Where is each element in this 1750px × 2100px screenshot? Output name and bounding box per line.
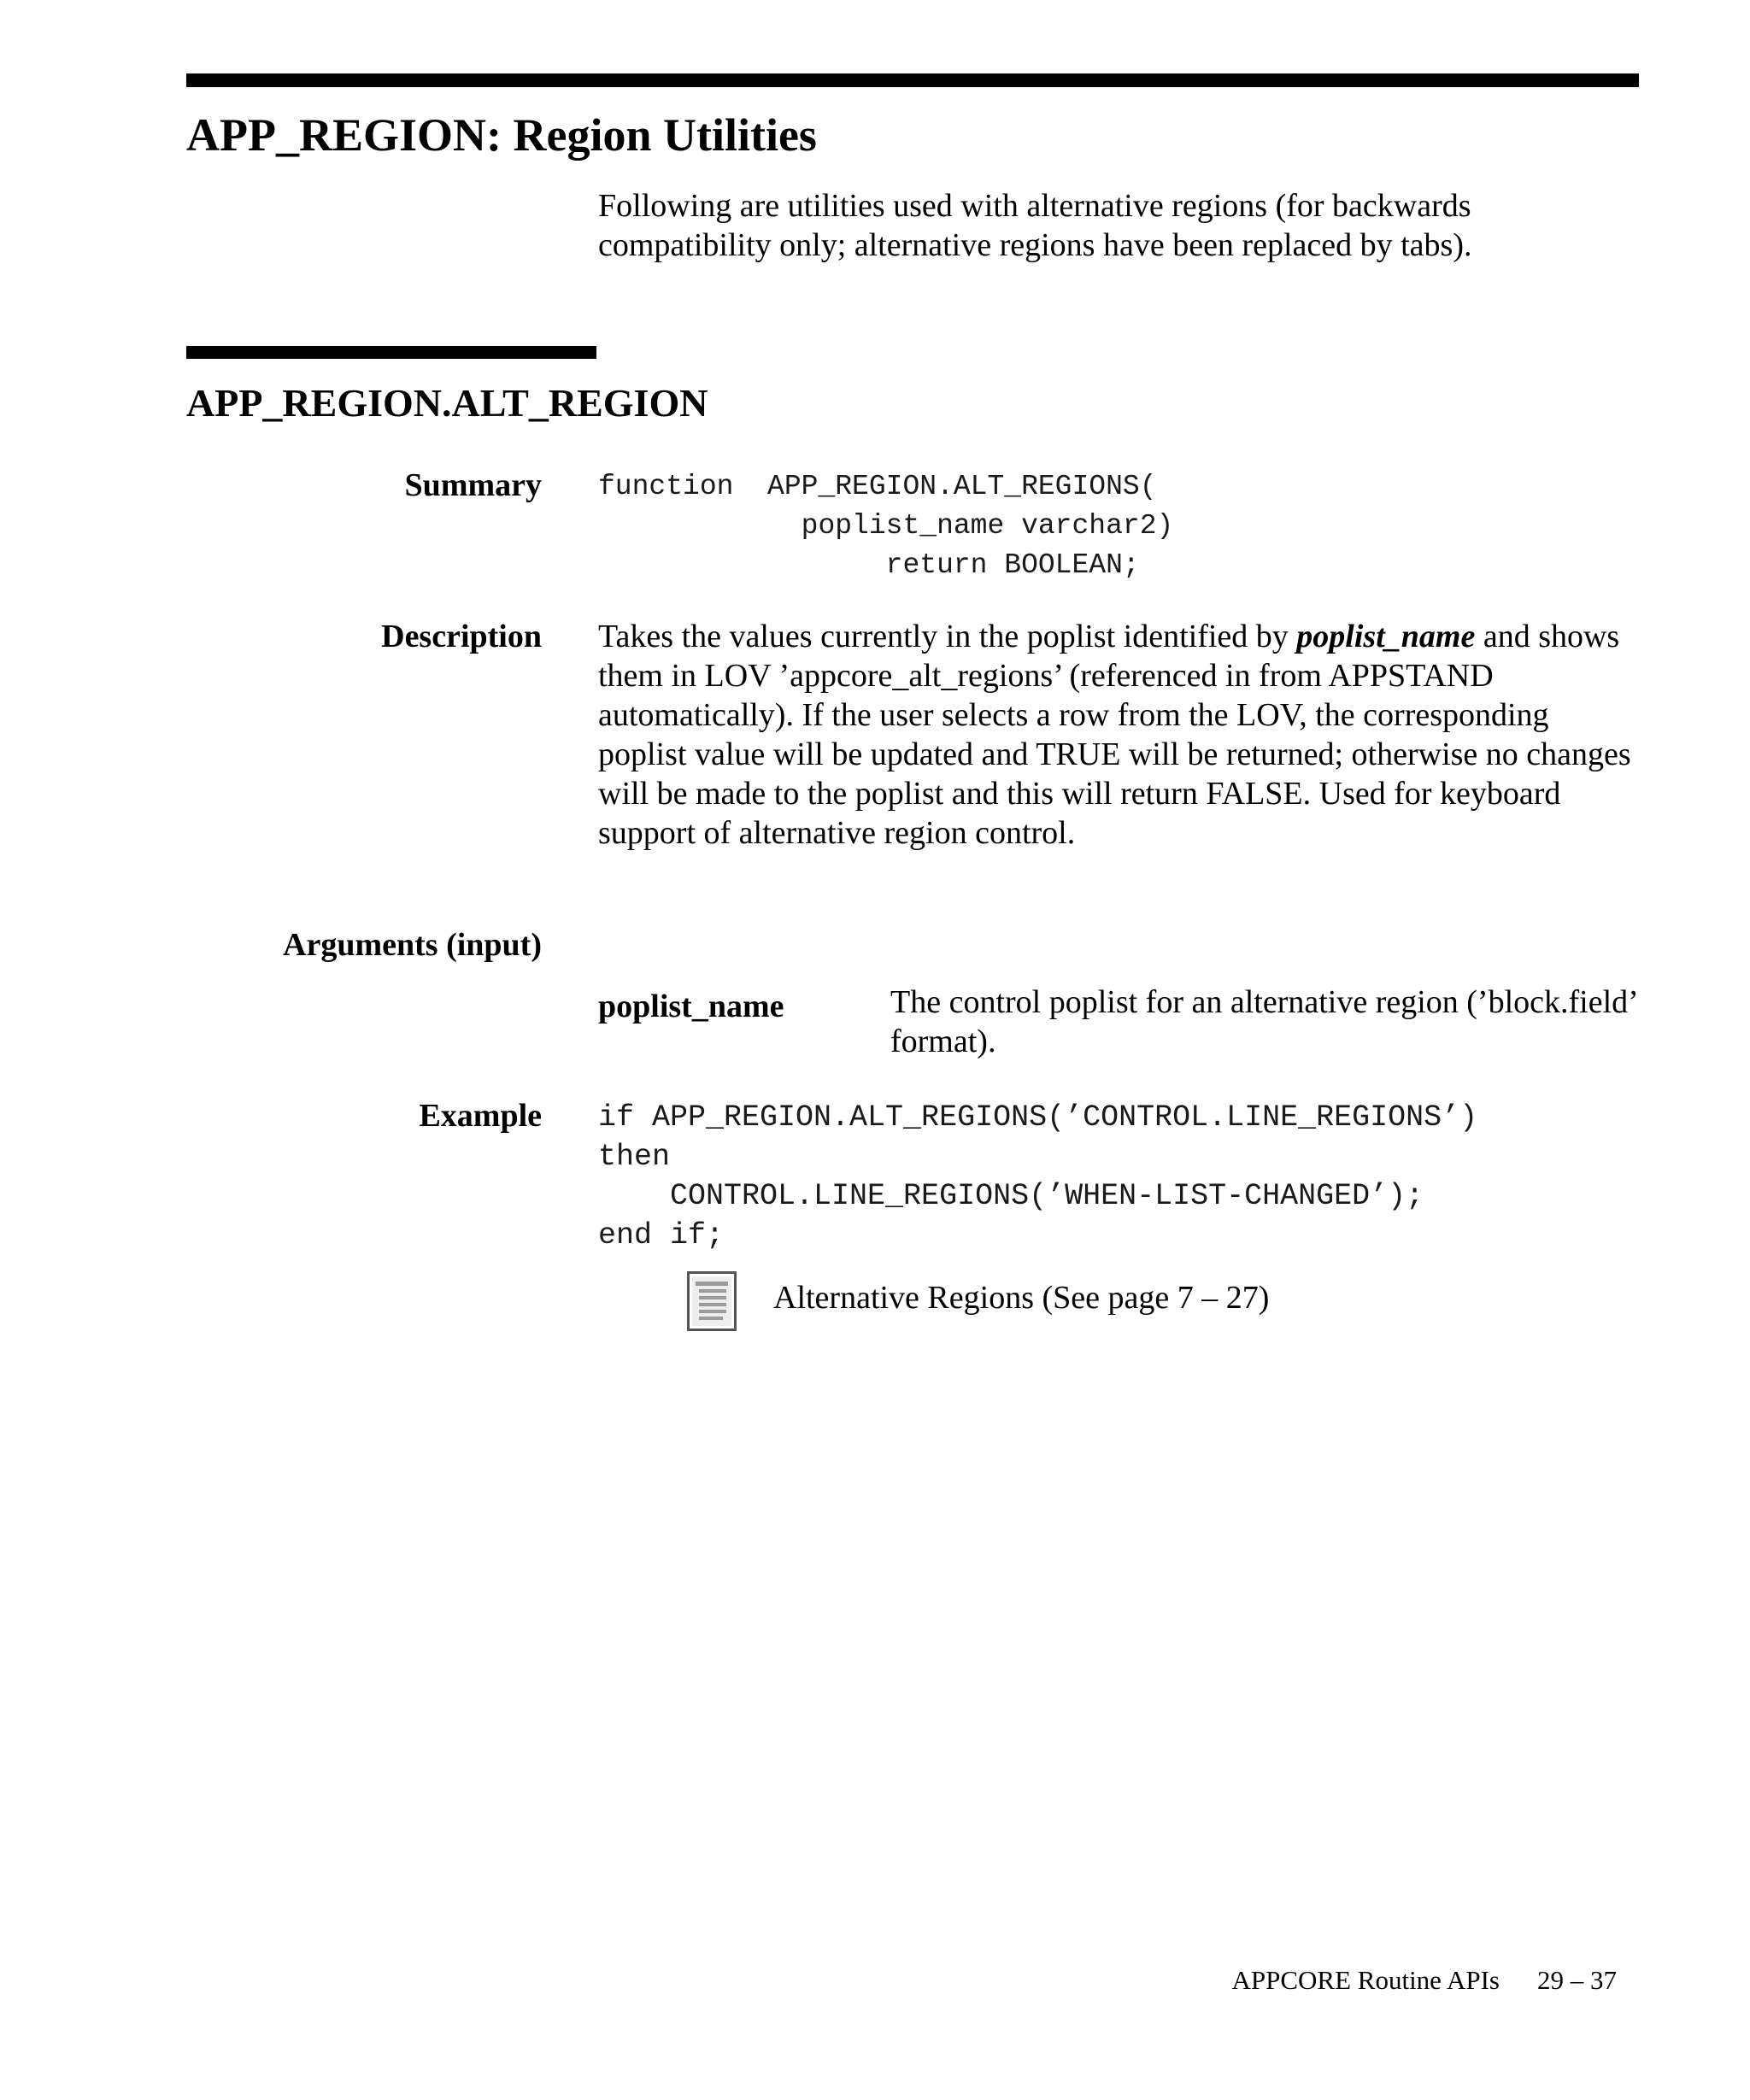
document-icon [687,1271,737,1331]
section-title: APP_REGION: Region Utilities [186,109,817,161]
description-after: and shows them in LOV ’appcore_alt_regions’ (referenced in from APPSTAND automatically). If the user selects a row from the LOV, the corresponding poplist value will be updated and TRUE will be returned; otherwise no changes will be made to the poplist and this will return FALSE. Used for keyboard support of alternative region control. [598,619,1631,851]
summary-label: Summary [404,467,542,503]
routine-title: APP_REGION.ALT_REGION [186,381,708,425]
description-before: Takes the values currently in the poplist identified by [598,619,1297,654]
description-param: poplist_name [1296,619,1476,654]
argument-description: The control poplist for an alternative region (’block.field’ format). [890,984,1636,1059]
footer-title: APPCORE Routine APIs [1231,1965,1500,1995]
description-text [598,617,1632,853]
page-number: 29 – 37 [1537,1965,1617,1995]
example-label: Example [419,1098,542,1134]
page-footer [1231,1963,1617,1997]
top-rule [186,73,1639,87]
example-code: if APP_REGION.ALT_REGIONS(’CONTROL.LINE_REGIONS’) then CONTROL.LINE_REGIONS(’WHEN-LIST-CHANGED’); end if; [598,1100,1478,1252]
cross-reference-link[interactable]: Alternative Regions (See page 7 – 27) [773,1280,1270,1316]
argument-name: poplist_name [598,988,784,1024]
description-label: Description [381,619,542,654]
section-intro: Following are utilities used with alternative regions (for backwards compatibility only; alternative regions have been replaced by tabs). [598,188,1472,263]
arguments-label: Arguments (input) [283,927,542,963]
summary-code: function APP_REGION.ALT_REGIONS( poplist_name varchar2) return BOOLEAN; [598,471,1174,581]
routine-rule [186,346,596,359]
